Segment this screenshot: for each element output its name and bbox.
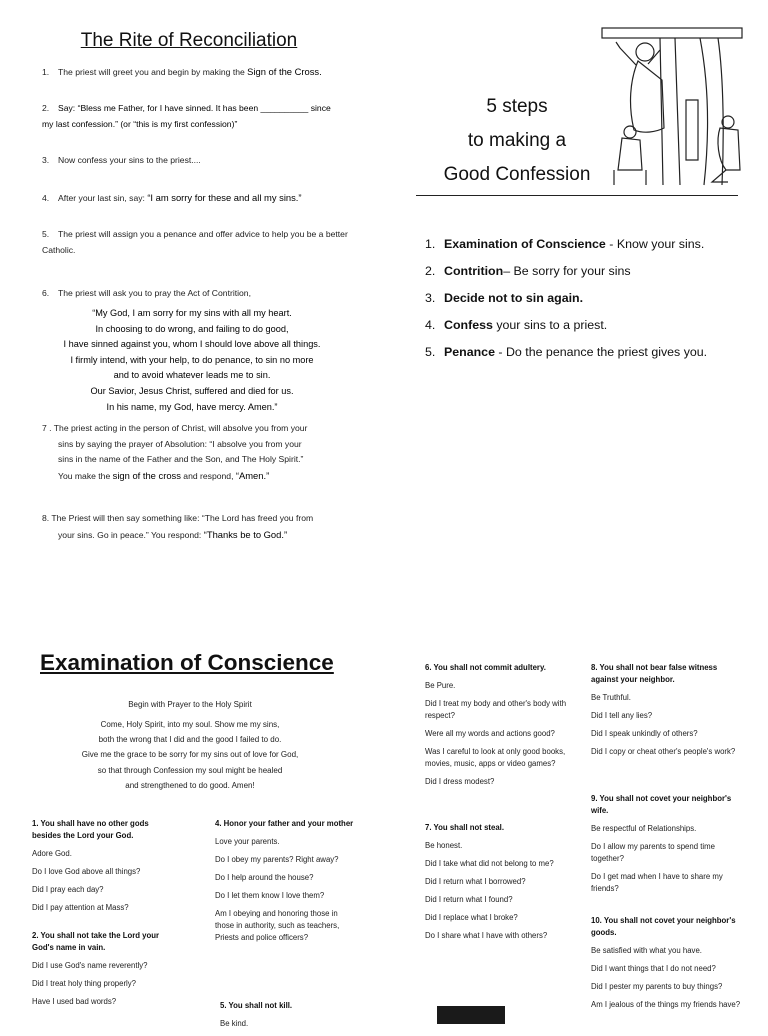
rite-step-1: 1. The priest will greet you and begin by making the Sign of the Cross. <box>42 66 322 77</box>
conscience-question: Did I want things that I do not need? <box>591 964 716 973</box>
commandment-heading: 2. You shall not take the Lord your God's name in vain. <box>32 931 160 952</box>
rite-step-5: 5. The priest will assign you a penance and offer advice to help you be a better Catholic. <box>42 229 348 255</box>
commandments-col-2 <box>215 818 355 950</box>
conscience-question: Do I love God above all things? <box>32 867 141 876</box>
conscience-question: Adore God. <box>32 849 72 858</box>
rite-step-6: 6. The priest will ask you to pray the Act of Contrition, <box>42 288 251 298</box>
rite-step-2: 2. Say: “Bless me Father, for I have sinned. It has been __________ since my last confession.” (or “this is my first confession)” <box>42 103 331 129</box>
conscience-question: Did I return what I found? <box>425 895 513 904</box>
rite-step-7: 7 . The priest acting in the person of Christ, will absolve you from your sins by saying the prayer of Absolution: “I absolve you from your sins in the name of the Father and the Son, and The Holy Spirit.” You make the sign of the cross and respond, “Amen.” <box>42 423 308 481</box>
conscience-question: Do I help around the house? <box>215 873 314 882</box>
conscience-question: Do I obey my parents? Right away? <box>215 855 339 864</box>
conscience-question: Do I share what I have with others? <box>425 931 548 940</box>
conscience-question: Love your parents. <box>215 837 280 846</box>
conscience-question: Do I get mad when I have to share my friends? <box>591 872 723 893</box>
conscience-question: Did I use God's name reverently? <box>32 961 148 970</box>
rite-step-8: 8. The Priest will then say something like: “The Lord has freed you from your sins. Go in peace.” You respond: “Thanks be to God.” <box>42 513 314 540</box>
commandment-heading: 6. You shall not commit adultery. <box>425 663 546 672</box>
five-steps-list <box>425 231 745 366</box>
conscience-question <box>32 920 182 924</box>
commandment-heading: 7. You shall not steal. <box>425 823 505 832</box>
five-steps-item: 4. Confess your sins to a priest. <box>425 318 608 332</box>
exam-title: Examination of Conscience <box>40 650 334 675</box>
conscience-question: Did I replace what I broke? <box>425 913 518 922</box>
conscience-question: Did I pester my parents to buy things? <box>591 982 723 991</box>
five-steps-item: 5. Penance - Do the penance the priest gives you. <box>425 345 708 359</box>
conscience-question: Am I jealous of the things my friends have? <box>591 1000 741 1009</box>
commandments-col-4c <box>591 915 743 1017</box>
conscience-question: Did I return what I borrowed? <box>425 877 526 886</box>
conscience-question: Do I allow my parents to spend time together? <box>591 842 715 863</box>
five-steps-item: 2. Contrition– Be sorry for your sins <box>425 264 631 278</box>
conscience-question: Be respectful of Relationships. <box>591 824 697 833</box>
commandment-heading: 10. You shall not covet your neighbor's goods. <box>591 916 736 937</box>
conscience-question: Did I copy or cheat other's people's work? <box>591 747 736 756</box>
prayer-heading: Begin with Prayer to the Holy Spirit <box>128 700 252 709</box>
five-steps-item: 1. Examination of Conscience - Know your sins. <box>425 237 705 251</box>
rite-title: The Rite of Reconciliation <box>80 30 298 51</box>
rite-step-3: 3. Now confess your sins to the priest.... <box>42 155 201 165</box>
conscience-question: Be honest. <box>425 841 463 850</box>
rite-step-4: 4. After your last sin, say: “I am sorry for these and all my sins.” <box>42 192 302 203</box>
commandments-col-3b <box>425 822 580 948</box>
commandment-heading: 5. You shall not kill. <box>220 1001 293 1010</box>
conscience-question: Did I tell any lies? <box>591 711 653 720</box>
conscience-question: Did I pay attention at Mass? <box>32 903 129 912</box>
conscience-question: Did I dress modest? <box>425 777 495 786</box>
five-steps-item: 3. Decide not to sin again. <box>425 291 584 305</box>
conscience-question: Have I used bad words? <box>32 997 117 1006</box>
five-steps-divider <box>416 195 738 196</box>
jesus-image <box>437 1006 505 1024</box>
conscience-question: Did I treat my body and other's body with respect? <box>425 699 567 720</box>
commandment-heading: 1. You shall have no other gods besides the Lord your God. <box>32 819 149 840</box>
conscience-question: Were all my words and actions good? <box>425 729 555 738</box>
act-of-contrition: “My God, I am sorry for my sins with all my heart. In choosing to do wrong, and failing to do good, I have sinned against you, whom I should love above all things. I firmly intend, with your help, to do penance, to sin no more and to avoid whatever leads me to sin. Our Savior, Jesus Christ, suffered and died for us. In his name, my God, have mercy. Amen.” <box>63 308 321 412</box>
commandments-col-3 <box>425 662 575 794</box>
commandment-heading: 8. You shall not bear false witness against your neighbor. <box>591 663 718 684</box>
conscience-question: Be kind. <box>220 1019 249 1028</box>
conscience-question: Be Pure. <box>425 681 456 690</box>
conscience-question: Did I speak unkindly of others? <box>591 729 698 738</box>
commandments-col-2b <box>220 1000 360 1036</box>
conscience-question: Be satisfied with what you have. <box>591 946 702 955</box>
conscience-question: Be Truthful. <box>591 693 631 702</box>
commandments-col-4 <box>591 662 741 764</box>
commandment-heading: 9. You shall not covet your neighbor's wife. <box>591 794 732 815</box>
conscience-question: Did I take what did not belong to me? <box>425 859 554 868</box>
holy-spirit-prayer: Come, Holy Spirit, into my soul. Show me my sins, both the wrong that I did and the good I failed to do. Give me the grace to be sorry for my sins out of love for God, so that through Confession my soul might be healed and strengthened to do good. Amen! <box>81 720 299 790</box>
conscience-question: Did I treat holy thing properly? <box>32 979 137 988</box>
five-steps-title: 5 steps to making a Good Confession <box>443 96 591 185</box>
conscience-question: Do I let them know I love them? <box>215 891 325 900</box>
confession-illustration <box>600 20 745 190</box>
commandment-heading: 4. Honor your father and your mother <box>215 819 354 828</box>
conscience-question: Am I obeying and honoring those in those in authority, such as teachers, Priests and police officers? <box>215 909 340 942</box>
conscience-question: Was I careful to look at only good books, movies, music, apps or video games? <box>425 747 566 768</box>
conscience-question: Did I pray each day? <box>32 885 104 894</box>
commandments-col-1 <box>32 818 182 1014</box>
commandments-col-4b <box>591 793 743 901</box>
